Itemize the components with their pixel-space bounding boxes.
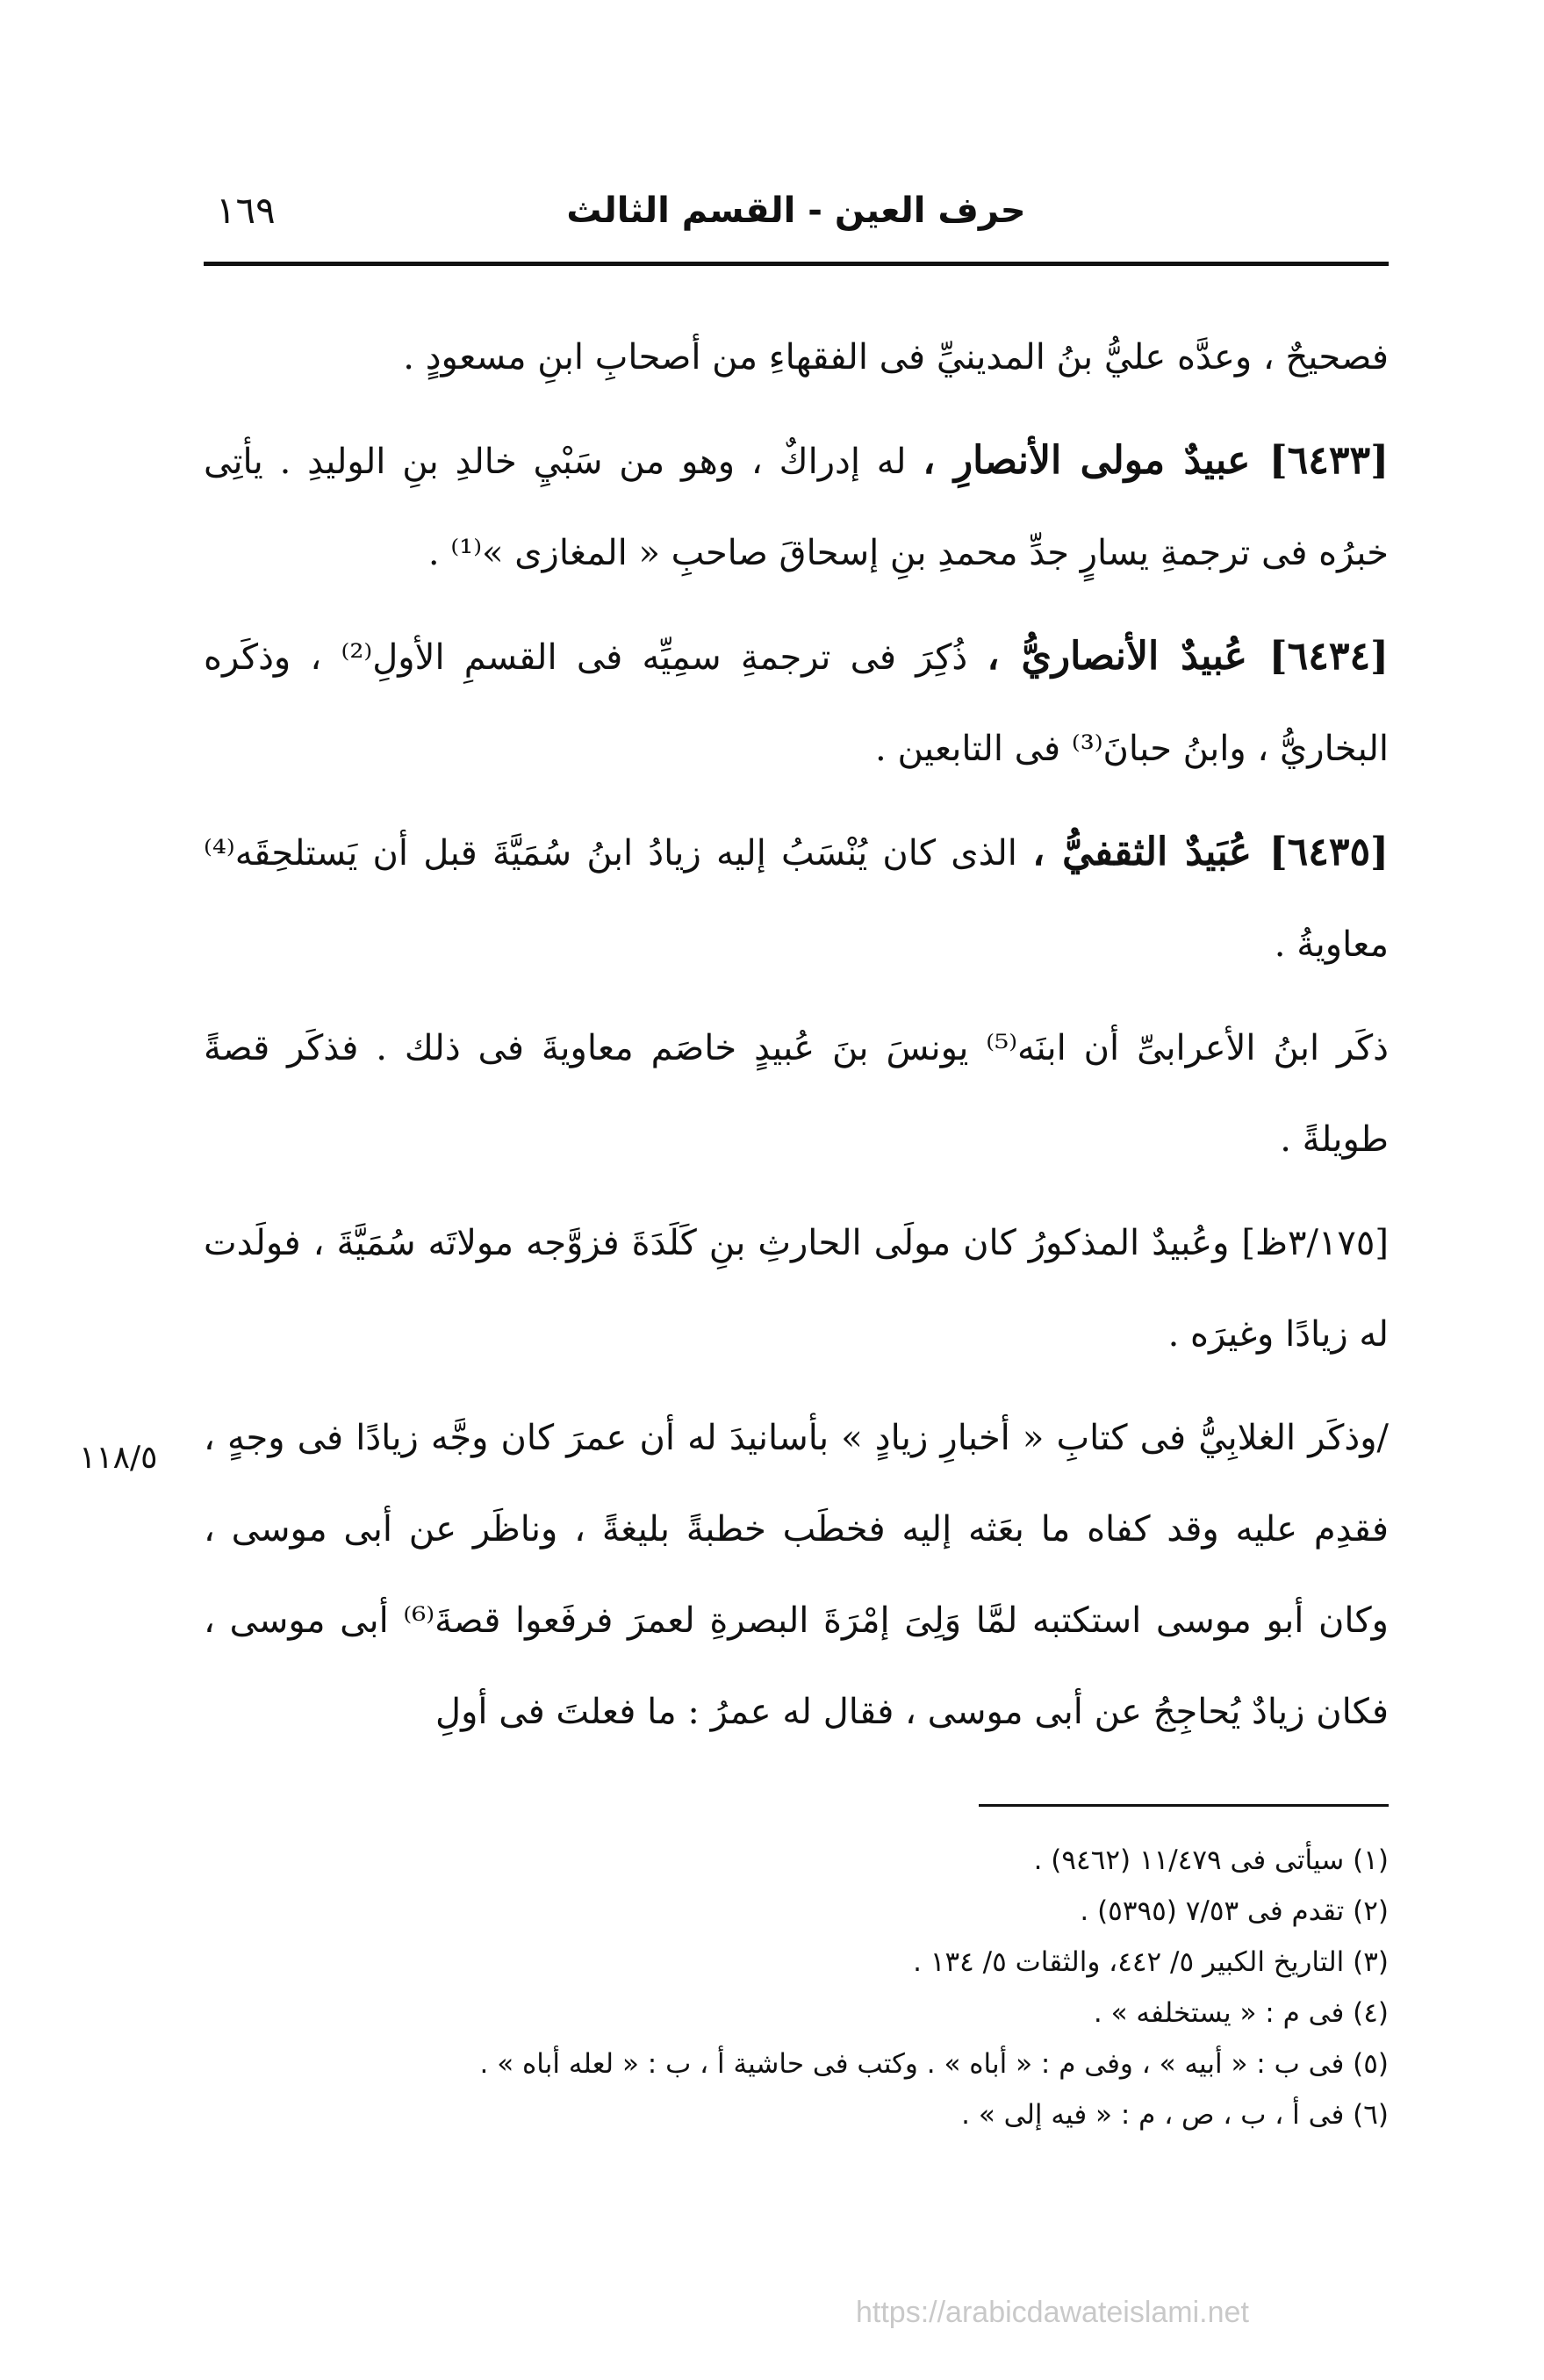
paragraph	[204, 1392, 1389, 1758]
page-header	[204, 180, 1389, 259]
entry-heading: [٦٤٣٥] عُبَيدٌ الثقفيُّ ،	[1032, 830, 1389, 874]
footnote: (٣) التاريخ الكبير ٥/ ٤٤٢، والثقات ٥/ ١٣٤ .	[913, 1946, 1389, 1978]
page-number: ١٦٩	[216, 189, 276, 232]
watermark-url: https://arabicdawateislami.net	[856, 2296, 1249, 2329]
header-rule	[204, 262, 1389, 266]
main-text	[204, 312, 1389, 1770]
paragraph-text: ذكَر ابنُ الأعرابىِّ أن ابنَه⁽⁵⁾ يونسَ بنَ عُبيدٍ خاصَم معاويةَ فى ذلك . فذكَر قصةً طويلةً .	[204, 1028, 1389, 1160]
paragraph-text: [٣/١٧٥ظ] وعُبيدٌ المذكورُ كان مولَى الحارثِ بنِ كَلَدَةَ فزوَّجه مولاتَه سُمَيَّةَ ، فولَدت له زيادًا وغيرَه .	[204, 1223, 1389, 1355]
footnotes	[204, 1835, 1389, 2140]
entry-heading: [٦٤٣٤] عُبيدٌ الأنصاريُّ ،	[987, 634, 1389, 679]
footnote: (٤) فى م : « يستخلفه » .	[1093, 1997, 1389, 2029]
footnote: (٥) فى ب : « أبيه » ، وفى م : « أباه » . وكتب فى حاشية أ ، ب : « لعله أباه » .	[479, 2048, 1389, 2080]
paragraph	[204, 1003, 1389, 1185]
footnote: (٦) فى أ ، ب ، ص ، م : « فيه إلى » .	[961, 2099, 1389, 2131]
footnote: (٢) تقدم فى ٧/٥٣ (٥٣٩٥) .	[1080, 1895, 1389, 1927]
paragraph-text: الذى كان يُنْسَبُ إليه زيادُ ابنُ سُمَيَّةَ قبل أن يَستلحِقَه⁽⁴⁾ معاويةُ .	[204, 833, 1389, 965]
paragraph-text: فصحيحٌ ، وعدَّه عليُّ بنُ المدينيِّ فى الفقهاءِ من أصحابِ ابنِ مسعودٍ .	[403, 337, 1389, 377]
paragraph-text: ذُكِرَ فى ترجمةِ سمِيِّه فى القسمِ الأولِ⁽²⁾ ، وذكَره البخاريُّ ، وابنُ حبانَ⁽³⁾ فى التابعين .	[204, 637, 1389, 769]
entry-heading: [٦٤٣٣] عبيدٌ مولى الأنصارِ ،	[923, 438, 1390, 483]
margin-reference: ١١٨/٥	[79, 1440, 158, 1476]
footnote-separator	[979, 1804, 1389, 1807]
paragraph	[204, 312, 1389, 403]
running-title: حرف العين - القسم الثالث	[566, 191, 1026, 231]
entry-6434	[204, 611, 1389, 795]
footnote: (١) سيأتى فى ١١/٤٧٩ (٩٤٦٢) .	[1033, 1844, 1389, 1876]
entry-6435	[204, 807, 1389, 990]
entry-6433	[204, 415, 1389, 599]
paragraph	[204, 1197, 1389, 1380]
paragraph-text: /وذكَر الغلابِيُّ فى كتابِ « أخبارِ زيادٍ » بأسانيدَ له أن عمرَ كان وجَّه زيادًا فى وجهٍ ، فقدِم عليه وقد كفاه ما بعَثه إليه فخطَب خطبةً بليغةً ، وناظَر عن أبى موسى ، وكان أبو موسى استكتبه لمَّا وَلِىَ إمْرَةَ البصرةِ لعمرَ فرفَعوا قصةَ⁽⁶⁾ أبى موسى ، فكان زيادٌ يُحاجِجُ عن أبى موسى ، فقال له عمرُ : ما فعلتَ فى أولِ	[204, 1418, 1389, 1732]
paragraph-text: له إدراكٌ ، وهو من سَبْيِ خالدِ بنِ الوليدِ . يأتِى خبرُه فى ترجمةِ يسارٍ جدِّ محمدِ بنِ إسحاقَ صاحبِ « المغازى »⁽¹⁾ .	[204, 442, 1389, 573]
